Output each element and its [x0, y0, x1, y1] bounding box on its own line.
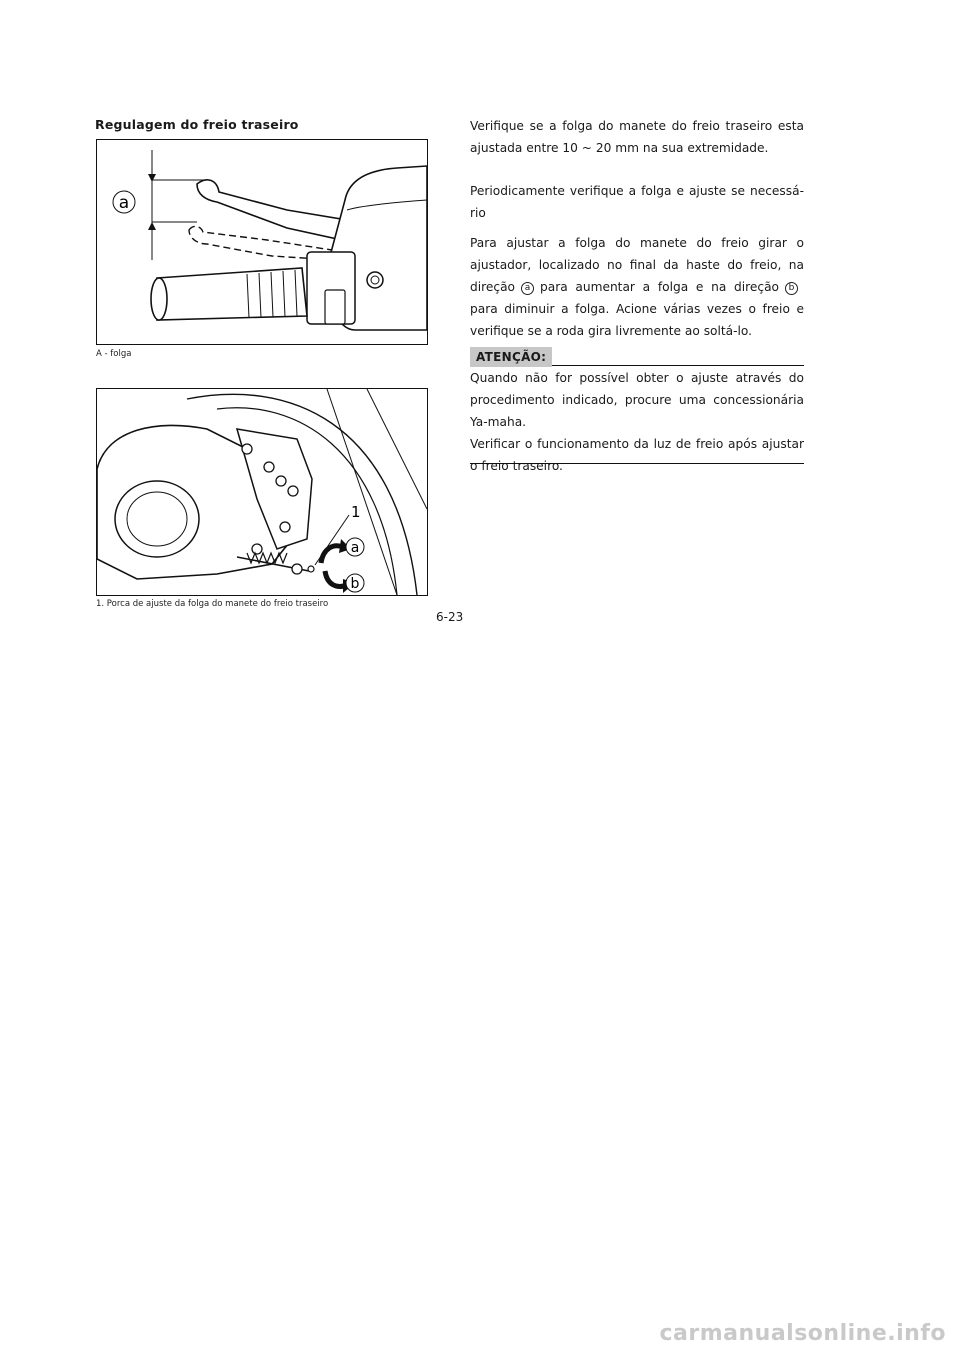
warning-line-2: Verificar o funcionamento da luz de freio após ajustar o freio traseiro.	[470, 437, 804, 473]
brake-lever-figure	[96, 139, 428, 345]
figure1-caption: A - folga	[96, 349, 132, 359]
label-a: a	[118, 193, 130, 213]
brake-adjuster-figure	[96, 388, 428, 596]
label-a: a	[350, 540, 360, 556]
page-number: 6-23	[436, 610, 464, 624]
paragraph-periodic-check: Periodicamente verifique a folga e ajuste se necessá-rio	[470, 184, 804, 220]
warning-bottom-rule	[470, 463, 804, 464]
adjust-text-3: para diminuir a folga. Acione várias vezes o freio e verifique se a roda gira livremente ao soltá-lo.	[470, 302, 804, 338]
brake-adjuster-illustration	[97, 389, 427, 595]
warning-line-1: Quando não for possível obter o ajuste através do procedimento indicado, procure uma concessionária Ya-maha.	[470, 371, 804, 429]
adjust-text-1: Para ajustar a folga do manete do freio girar o ajustador, localizado no final da haste do freio, na direção	[470, 236, 804, 294]
figure2-caption: 1. Porca de ajuste da folga do manete do freio traseiro	[96, 599, 329, 609]
warning-body	[470, 367, 804, 477]
paragraph-adjustment	[470, 232, 804, 342]
direction-a-symbol: a	[521, 282, 534, 295]
label-1: 1	[351, 503, 361, 521]
direction-b-symbol: b	[785, 282, 798, 295]
warning-top-rule	[552, 365, 804, 366]
watermark: carmanualsonline.info	[659, 1321, 946, 1346]
section-title: Regulagem do freio traseiro	[95, 117, 299, 132]
brake-lever-illustration	[97, 140, 427, 344]
adjust-text-2: para aumentar a folga e na direção	[540, 280, 779, 294]
warning-label: ATENÇÃO:	[470, 347, 552, 367]
paragraph-free-play: Verifique se a folga do manete do freio traseiro esta ajustada entre 10 ~ 20 mm na sua extremidade.	[470, 119, 804, 155]
label-b: b	[350, 576, 360, 592]
